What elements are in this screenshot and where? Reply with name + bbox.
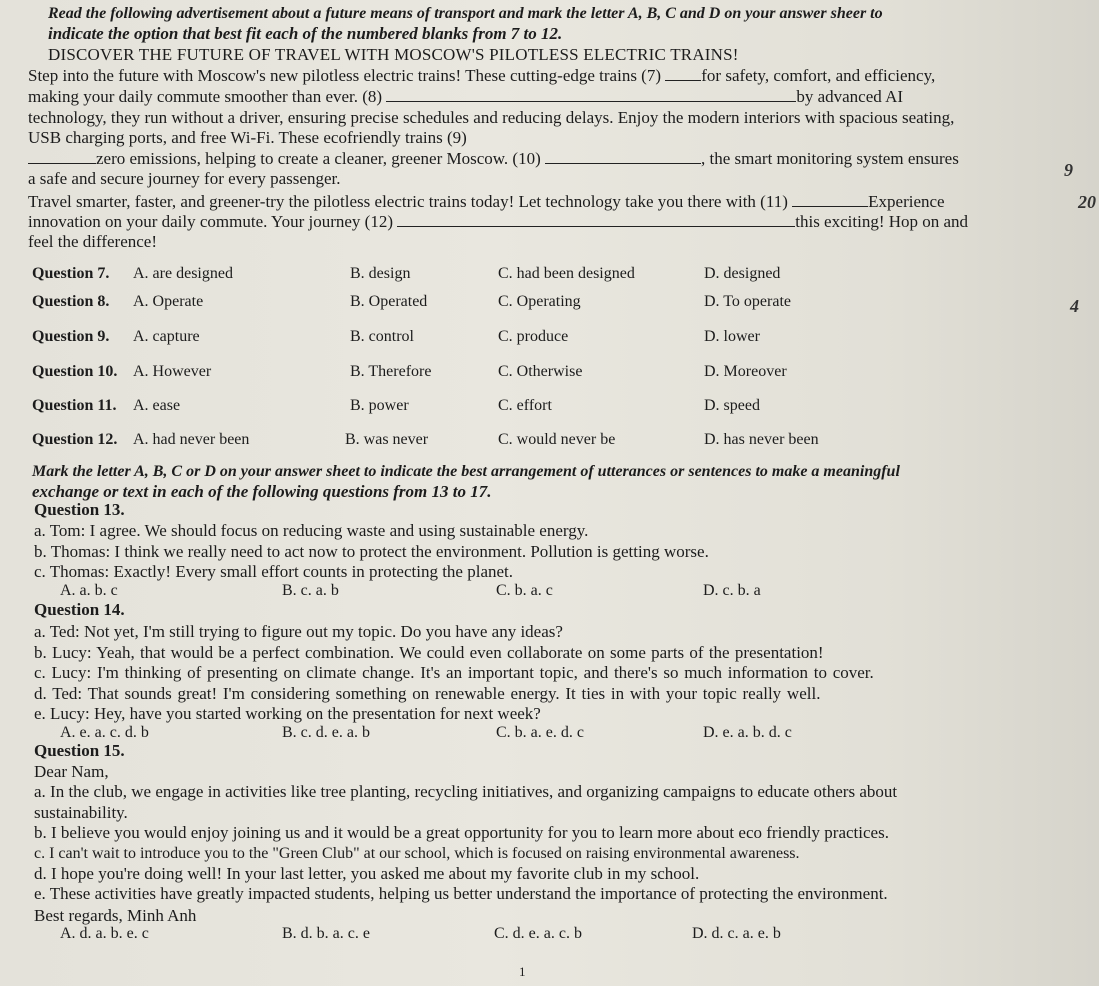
option-a[interactable]: A. Operate [133,293,204,310]
option-a[interactable]: A. However [133,363,212,380]
option-c[interactable]: C. b. a. c [496,582,553,599]
margin-mark-1: 9 [1064,160,1073,180]
q14-item-c: c. Lucy: I'm thinking of presenting on climate change. It's an important topic, and there's so much information to cover. [34,663,874,682]
option-d[interactable]: D. e. a. b. d. c [703,724,792,741]
option-a[interactable]: A. capture [133,328,200,345]
passage-text: , the smart monitoring system ensures [701,149,959,168]
option-c[interactable]: C. Otherwise [498,363,583,380]
option-b[interactable]: B. d. b. a. c. e [282,925,370,942]
q13-item-a: a. Tom: I agree. We should focus on reducing waste and using sustainable energy. [34,521,589,540]
q15-item-a-cont: sustainability. [34,803,128,822]
letter-closing: Best regards, Minh Anh [34,906,197,925]
question-label: Question 7. [32,265,110,282]
instructions-2-line-2: exchange or text in each of the following questions from 13 to 17. [32,482,492,501]
option-a[interactable]: A. d. a. b. e. c [60,925,149,942]
passage-line-7 [28,192,1091,212]
blank-9 [28,149,96,164]
option-d[interactable]: D. speed [704,397,760,414]
question-13-label: Question 13. [34,500,125,519]
option-d[interactable]: D. lower [704,328,760,345]
question-row [0,363,1099,385]
q13-item-b: b. Thomas: I think we really need to act now to protect the environment. Pollution is getting worse. [34,542,709,561]
option-b[interactable]: B. was never [345,431,429,448]
question-row [0,397,1099,419]
question-row [0,431,1099,453]
option-d[interactable]: D. Moreover [704,363,787,380]
q14-item-d: d. Ted: That sounds great! I'm considering something on renewable energy. It ties in with your topic really well. [34,684,821,703]
q14-item-b: b. Lucy: Yeah, that would be a perfect combination. We could even collaborate on some parts of the presentation! [34,643,824,662]
passage-line-1 [28,66,1091,86]
blank-7 [665,66,701,81]
passage-text: zero emissions, helping to create a cleaner, greener Moscow. (10) [96,149,541,168]
passage-line-9: feel the difference! [28,232,157,251]
passage-line-3: technology, they run without a driver, ensuring precise schedules and reducing delays. Enjoy the modern interiors with spacious seating, [28,108,955,127]
option-c[interactable]: C. b. a. e. d. c [496,724,584,741]
q13-item-c: c. Thomas: Exactly! Every small effort counts in protecting the planet. [34,562,514,581]
passage-line-5 [28,149,1091,169]
option-c[interactable]: C. effort [498,397,552,414]
option-c[interactable]: C. d. e. a. c. b [494,925,582,942]
option-b[interactable]: B. Therefore [350,363,432,380]
option-c[interactable]: C. produce [498,328,569,345]
instructions-2-line-1: Mark the letter A, B, C or D on your answer sheet to indicate the best arrangement of utterances or sentences to make a meaningful [32,463,900,480]
option-b[interactable]: B. c. a. b [282,582,339,599]
passage-text: innovation on your daily commute. Your journey (12) [28,212,393,231]
question-label: Question 12. [32,431,118,448]
option-b[interactable]: B. c. d. e. a. b [282,724,370,741]
option-d[interactable]: D. designed [704,265,781,282]
q15-item-e: e. These activities have greatly impacted students, helping us better understand the importance of protecting the environment. [34,884,888,903]
passage-text: Step into the future with Moscow's new pilotless electric trains! These cutting-edge trains (7) [28,66,662,85]
option-a[interactable]: A. had never been [133,431,250,448]
question-label: Question 11. [32,397,117,414]
q15-item-c: c. I can't wait to introduce you to the "Green Club" at our school, which is focused on raising environmental awareness. [34,845,800,862]
q14-item-e: e. Lucy: Hey, have you started working on the presentation for next week? [34,704,541,723]
page-number: 1 [519,964,526,979]
margin-mark-2: 20 [1078,192,1096,212]
question-row [0,265,1099,287]
q15-item-b: b. I believe you would enjoy joining us and it would be a great opportunity for you to learn more about eco friendly practices. [34,823,889,842]
option-d[interactable]: D. To operate [704,293,791,310]
option-a[interactable]: A. a. b. c [60,582,118,599]
passage-line-2 [28,87,1091,107]
passage-text: Travel smarter, faster, and greener-try the pilotless electric trains today! Let technology take you there with (11) [28,192,788,211]
passage-title: DISCOVER THE FUTURE OF TRAVEL WITH MOSCOW'S PILOTLESS ELECTRIC TRAINS! [48,45,739,64]
blank-11 [792,192,868,207]
option-a[interactable]: A. e. a. c. d. b [60,724,149,741]
instructions-line-1: Read the following advertisement about a future means of transport and mark the letter A, B, C and D on your answer sheer to [48,5,883,22]
blank-8 [386,87,796,102]
q15-item-a: a. In the club, we engage in activities like tree planting, recycling initiatives, and organizing campaigns to educate others about [34,782,898,801]
instructions-line-2: indicate the option that best fit each of the numbered blanks from 7 to 12. [48,24,563,43]
q15-options [0,925,1099,947]
q15-item-d: d. I hope you're doing well! In your last letter, you asked me about my favorite club in my school. [34,864,700,883]
question-15-label: Question 15. [34,741,125,760]
option-b[interactable]: B. power [350,397,409,414]
option-d[interactable]: D. has never been [704,431,819,448]
option-b[interactable]: B. control [350,328,414,345]
option-c[interactable]: C. would never be [498,431,616,448]
passage-text: by advanced AI [796,87,904,106]
question-label: Question 9. [32,328,110,345]
blank-12 [397,212,795,227]
option-d[interactable]: D. c. b. a [703,582,761,599]
question-14-label: Question 14. [34,600,125,619]
passage-text: making your daily commute smoother than ever. (8) [28,87,383,106]
option-b[interactable]: B. design [350,265,411,282]
option-c[interactable]: C. had been designed [498,265,635,282]
passage-line-6: a safe and secure journey for every passenger. [28,169,341,188]
passage-text: this exciting! Hop on and [795,212,969,231]
margin-mark-3: 4 [1070,296,1079,316]
option-c[interactable]: C. Operating [498,293,581,310]
passage-text: Experience [868,192,945,211]
question-label: Question 10. [32,363,118,380]
question-row [0,293,1099,315]
passage-line-4: USB charging ports, and free Wi-Fi. These ecofriendly trains (9) [28,128,467,147]
letter-greeting: Dear Nam, [34,762,109,781]
q14-item-a: a. Ted: Not yet, I'm still trying to figure out my topic. Do you have any ideas? [34,622,563,641]
option-b[interactable]: B. Operated [350,293,428,310]
option-a[interactable]: A. are designed [133,265,233,282]
question-label: Question 8. [32,293,110,310]
passage-line-8 [28,212,1091,232]
passage-text: for safety, comfort, and efficiency, [701,66,936,85]
question-row [0,328,1099,350]
blank-10 [545,149,701,164]
option-d[interactable]: D. d. c. a. e. b [692,925,781,942]
option-a[interactable]: A. ease [133,397,181,414]
